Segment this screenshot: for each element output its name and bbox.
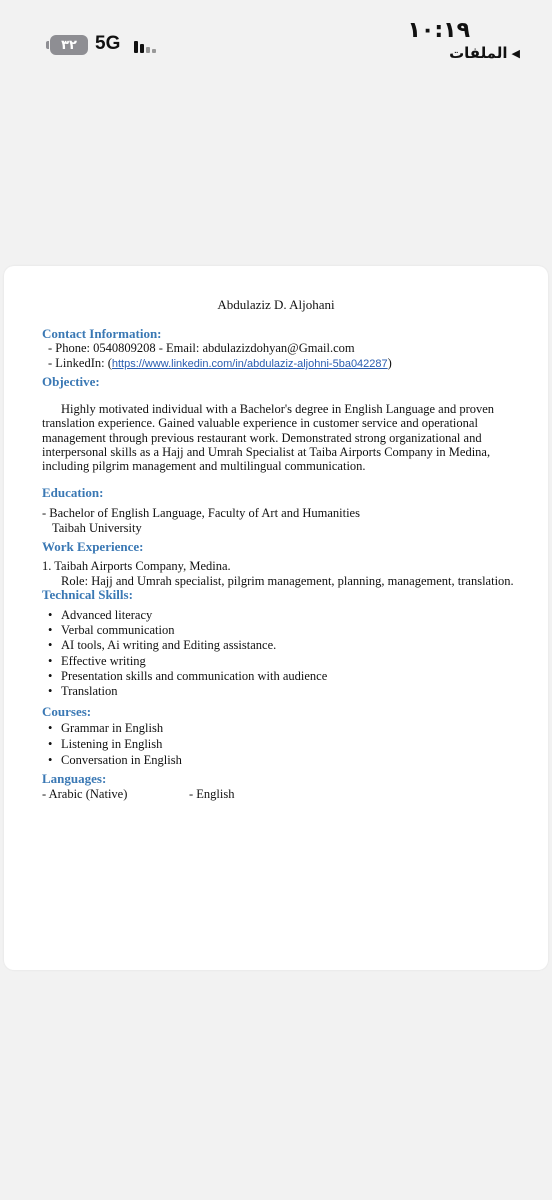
linkedin-suffix: ) bbox=[387, 356, 392, 370]
objective-heading: Objective: bbox=[42, 374, 100, 389]
back-to-files-button[interactable] bbox=[449, 44, 520, 62]
work-company: 1. Taibah Airports Company, Medina. bbox=[42, 559, 231, 573]
education-heading: Education: bbox=[42, 485, 104, 500]
skills-heading: Technical Skills: bbox=[42, 587, 133, 602]
list-item: • Translation bbox=[42, 684, 327, 699]
battery-indicator bbox=[50, 35, 88, 55]
resume-name: Abdulaziz D. Aljohani bbox=[217, 297, 335, 312]
list-item: • Verbal communication bbox=[42, 623, 327, 638]
clock: ١٠:١٩ bbox=[407, 18, 470, 43]
list-item: • Advanced literacy bbox=[42, 608, 327, 623]
courses-heading: Courses: bbox=[42, 704, 92, 719]
triangle-left-icon: ◀ bbox=[511, 46, 520, 60]
list-item: • Effective writing bbox=[42, 654, 327, 669]
back-label: الملفات bbox=[449, 44, 508, 62]
battery-tip bbox=[46, 41, 49, 49]
list-item: • Conversation in English bbox=[42, 752, 182, 768]
language-english: - English bbox=[189, 787, 235, 801]
contact-heading: Contact Information: bbox=[42, 326, 162, 341]
list-item: • Grammar in English bbox=[42, 720, 182, 736]
linkedin-prefix: - LinkedIn: ( bbox=[48, 356, 112, 370]
network-type: 5G bbox=[95, 33, 121, 54]
courses-list bbox=[42, 720, 182, 768]
skills-list bbox=[42, 608, 327, 699]
list-item: • Listening in English bbox=[42, 736, 182, 752]
list-item: • Presentation skills and communication with audience bbox=[42, 669, 327, 684]
contact-phone-email: - Phone: 0540809208 - Email: abdulazizdohyan@Gmail.com bbox=[48, 341, 355, 355]
list-item: • AI tools, Ai writing and Editing assistance. bbox=[42, 638, 327, 653]
status-bar bbox=[0, 0, 552, 80]
work-role: Role: Hajj and Umrah specialist, pilgrim management, planning, management, translation. bbox=[61, 574, 514, 588]
battery-level: ٣٢ bbox=[61, 37, 77, 53]
languages-heading: Languages: bbox=[42, 771, 107, 786]
contact-linkedin bbox=[48, 356, 392, 371]
education-degree: - Bachelor of English Language, Faculty of Art and Humanities bbox=[42, 506, 360, 520]
objective-text: Highly motivated individual with a Bachelor's degree in English Language and proven translation experience. Gained valuable experience in customer service and operational management through previous restaurant work. Demonstrated strong organizational and interpersonal skills as a Hajj and Umrah Specialist at Taiba Airports Company in Medina, including pilgrim management and multilingual communication. bbox=[42, 402, 495, 474]
education-university: Taibah University bbox=[52, 521, 142, 535]
language-arabic: - Arabic (Native) bbox=[42, 787, 128, 801]
signal-icon bbox=[134, 39, 158, 53]
linkedin-link[interactable]: https://www.linkedin.com/in/abdulaziz-aljohni-5ba042287 bbox=[111, 358, 388, 370]
work-heading: Work Experience: bbox=[42, 539, 144, 554]
resume-document[interactable] bbox=[4, 266, 548, 970]
